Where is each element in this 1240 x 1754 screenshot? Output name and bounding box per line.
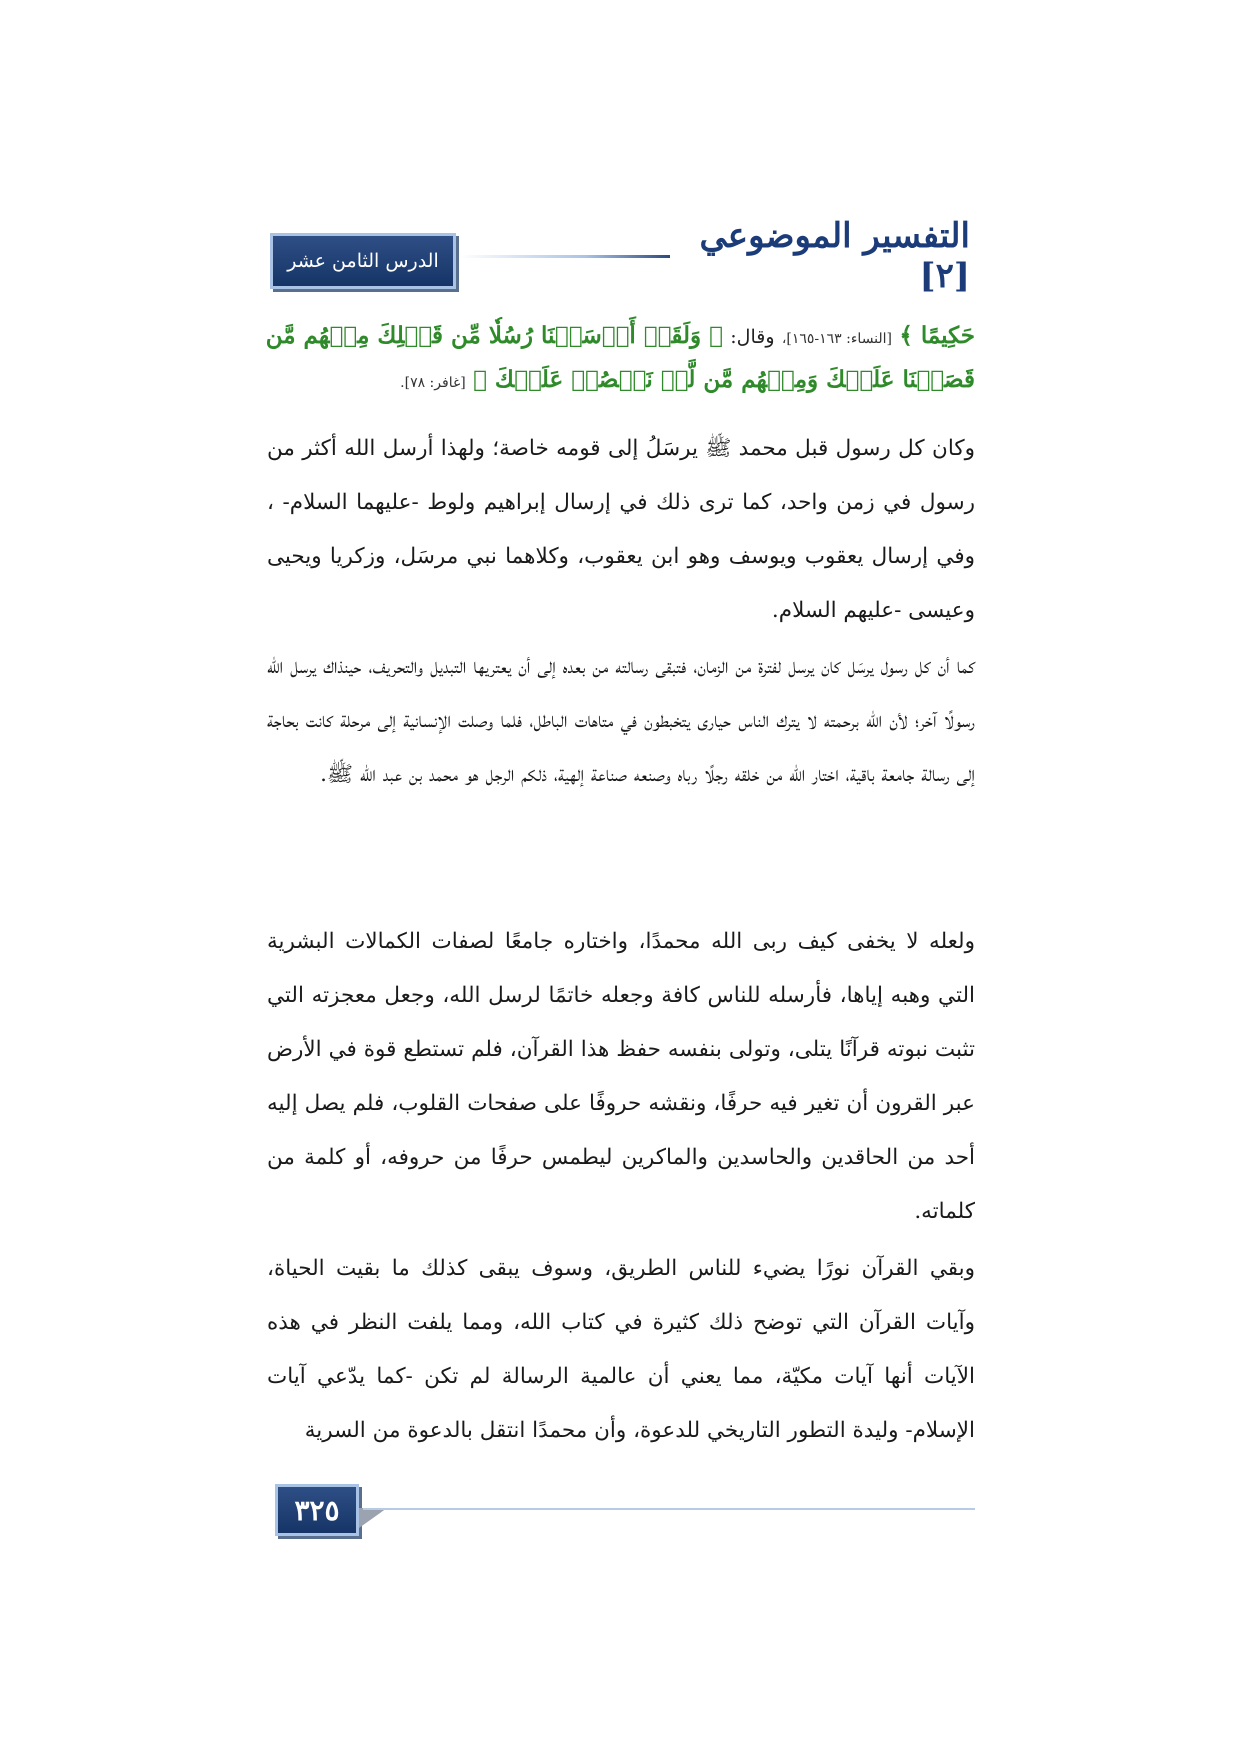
verse-reference: [النساء: ١٦٣-١٦٥]، <box>781 331 893 347</box>
verse-text: حَكِيمًا ﴾ <box>899 322 975 349</box>
paragraph-2: كما أن كل رسول يرسَل كان يرسل لفترة من الزمان، فتبقى رسالته من بعده إلى أن يعتريها التبديل والتحريف، حينذاك يرسل الله رسولًا آخر؛ لأن الله برحمته لا يترك الناس حيارى يتخبطون في متاهات الباطل، فلما وصلت الإنسانية إلى مرحلة كانت بحاجة إلى رسالة جامعة باقية، اختار الله من خلقه رجلًا رباه وصنعه صناعة إلهية، ذلكم الرجل هو محمد بن عبد الله ﷺ. <box>267 654 975 787</box>
verse-line-1 <box>267 316 975 359</box>
book-title: التفسير الموضوعي [٢] <box>699 216 970 296</box>
verse-reference: [غافر: ٧٨]. <box>400 375 466 391</box>
page-number: ٣٢٥ <box>275 1484 359 1536</box>
verse-text: ﴿ وَلَقَدۡ أَرۡسَلۡنَا رُسُلٗا مِّن قَبۡلِكَ مِنۡهُم مَّن <box>265 322 723 349</box>
footer-accent <box>359 1508 387 1528</box>
verse-text: قَصَصۡنَا عَلَيۡكَ وَمِنۡهُم مَّن لَّمۡ نَقۡصُصۡ عَلَيۡكَ ﴾ <box>473 366 975 393</box>
paragraph-3: ولعله لا يخفى كيف ربى الله محمدًا، واختاره جامعًا لصفات الكمالات البشرية التي وهبه إياها، فأرسله للناس كافة وجعله خاتمًا لرسل الله، وجعل معجزته التي تثبت نبوته قرآنًا يتلى، وتولى بنفسه حفظ هذا القرآن، فلم تستطع قوة في الأرض عبر القرون أن تغير فيه حرفًا، ونقشه حروفًا على صفحات القلوب، فلم يصل إليه أحد من الحاقدين والحاسدين والماكرين ليطمس حرفًا من حروفه، أو كلمة من كلماته. <box>267 929 975 1224</box>
paragraph-4: وبقي القرآن نورًا يضيء للناس الطريق، وسوف يبقى كذلك ما بقيت الحياة، وآيات القرآن التي توضح ذلك كثيرة في كتاب الله، ومما يلفت النظر في هذه الآيات أنها آيات مكيّة، مما يعني أن عالمية الرسالة لم تكن -كما يدّعي آيات الإسلام- وليدة التطور التاريخي للدعوة، وأن محمدًا انتقل بالدعوة من السرية <box>267 1256 975 1443</box>
footer-divider <box>363 1508 975 1510</box>
verse-line-2 <box>267 360 975 403</box>
page-header <box>270 216 970 296</box>
paragraph-1: وكان كل رسول قبل محمد ﷺ يرسَلُ إلى قومه خاصة؛ ولهذا أرسل الله أكثر من رسول في زمن واحد، كما ترى ذلك في إرسال إبراهيم ولوط -عليهما السلام- ، وفي إرسال يعقوب ويوسف وهو ابن يعقوب، وكلاهما نبي مرسَل، وزكريا ويحيى وعيسى -عليهم السلام. <box>267 436 975 623</box>
lesson-label: الدرس الثامن عشر <box>270 233 456 289</box>
page-footer <box>275 1484 975 1544</box>
header-divider <box>460 255 670 258</box>
said-text: وقال: <box>730 326 775 348</box>
